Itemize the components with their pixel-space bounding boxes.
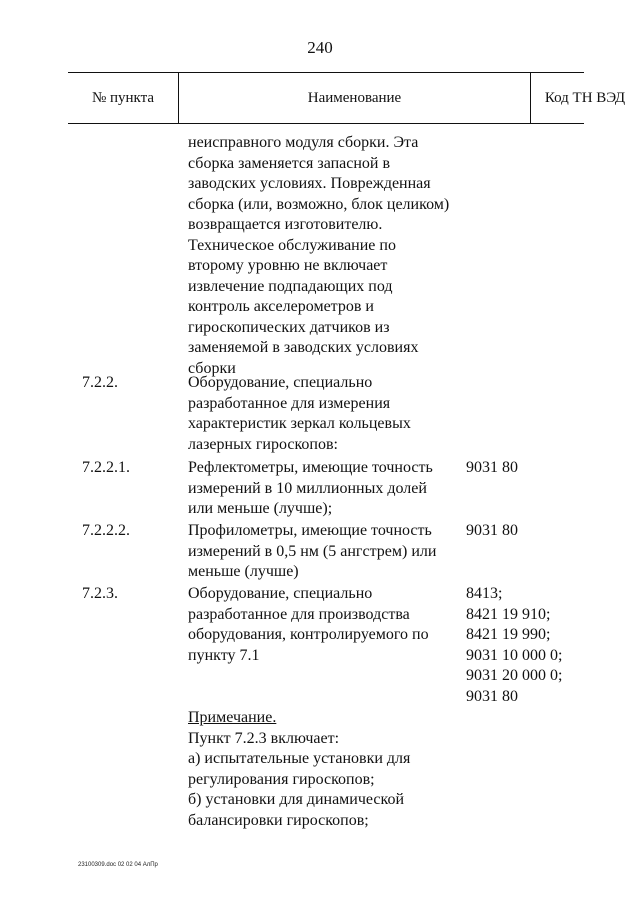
text-line: заводских условиях. Поврежденная xyxy=(188,175,431,192)
code-line: 9031 80 xyxy=(466,459,518,476)
item-name xyxy=(188,521,458,583)
text-line: гироскопических датчиков из xyxy=(188,318,390,336)
item-code xyxy=(466,458,586,479)
item-code xyxy=(466,521,586,542)
item-code xyxy=(466,584,586,707)
text-line: возвращается изготовителю. xyxy=(188,216,383,233)
text-line: извлечение подпадающих под xyxy=(188,277,393,295)
text-line: характеристик зеркал кольцевых xyxy=(188,415,411,432)
text-line: Техническое обслуживание по xyxy=(188,236,396,254)
item-name xyxy=(188,373,458,455)
text-line: неисправного модуля сборки. Эта xyxy=(188,134,419,151)
text-line: измерений в 10 миллионных долей xyxy=(188,479,427,497)
continuation-text xyxy=(188,133,458,379)
text-line: разработанное для измерения xyxy=(188,394,391,412)
item-number: 7.2.2. xyxy=(82,374,118,391)
page-number: 240 xyxy=(307,38,333,57)
text-line: контроль акселерометров и xyxy=(188,298,374,315)
text-line: лазерных гироскопов: xyxy=(188,435,338,453)
text-line: меньше (лучше) xyxy=(188,563,299,580)
text-line: сборка заменяется запасной в xyxy=(188,154,391,172)
text-line: сборки xyxy=(188,359,236,377)
text-line: разработанное для производства xyxy=(188,605,410,623)
text-line: сборка (или, возможно, блок целиком) xyxy=(188,195,450,213)
text-line: Рефлектометры, имеющие точность xyxy=(188,459,433,476)
text-line: а) испытательные установки для xyxy=(188,750,411,767)
text-line: Профилометры, имеющие точность xyxy=(188,522,432,539)
item-number: 7.2.2.2. xyxy=(82,522,130,539)
code-line: 8413; xyxy=(466,585,503,602)
text-line: Пункт 7.2.3 включает: xyxy=(188,729,340,747)
item-number: 7.2.3. xyxy=(82,585,118,602)
note-title: Примечание. xyxy=(188,709,277,726)
code-line: 9031 80 xyxy=(466,687,518,705)
text-line: балансировки гироскопов; xyxy=(188,811,369,829)
text-line: оборудования, контролируемого по xyxy=(188,626,429,643)
text-line: заменяемой в заводских условиях xyxy=(188,339,419,356)
text-line: второму уровню не включает xyxy=(188,257,388,274)
item-name xyxy=(188,458,458,520)
text-line: б) установки для динамической xyxy=(188,791,405,808)
footer-filename: 23100309.doc 02 02 04 АлПр xyxy=(78,862,158,868)
header-name: Наименование xyxy=(179,73,531,123)
text-line: или меньше (лучше); xyxy=(188,500,333,517)
header-code: Код ТН ВЭД xyxy=(544,90,626,106)
item-name xyxy=(188,584,458,666)
code-line: 9031 80 xyxy=(466,522,518,539)
item-number: 7.2.2.1. xyxy=(82,459,130,476)
code-line: 8421 19 990; xyxy=(466,626,551,643)
text-line: пункту 7.1 xyxy=(188,646,260,664)
text-line: измерений в 0,5 нм (5 ангстрем) или xyxy=(188,542,437,560)
code-line: 8421 19 910; xyxy=(466,605,551,623)
text-line: Оборудование, специально xyxy=(188,585,373,602)
code-line: 9031 20 000 0; xyxy=(466,667,563,684)
code-line: 9031 10 000 0; xyxy=(466,646,563,664)
note-text xyxy=(188,708,458,831)
header-item-number: № пункта xyxy=(68,73,179,123)
table-header xyxy=(68,72,626,124)
text-line: регулирования гироскопов; xyxy=(188,770,375,788)
text-line: Оборудование, специально xyxy=(188,374,373,391)
